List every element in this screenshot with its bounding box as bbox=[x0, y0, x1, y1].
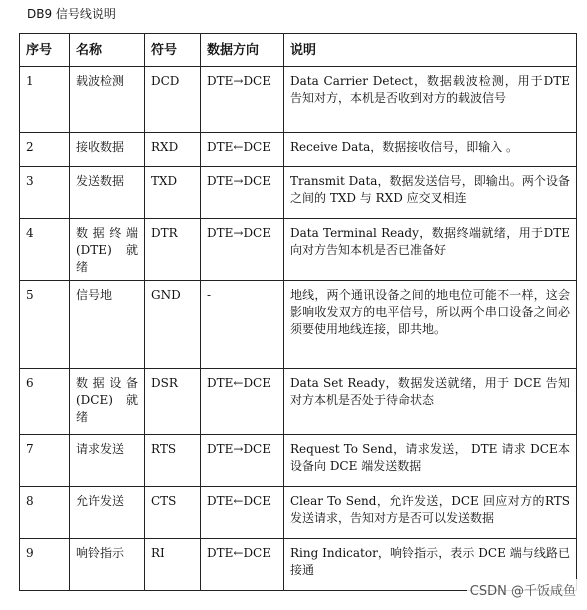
cell-seq: 7 bbox=[20, 435, 70, 487]
cell-description: Data Terminal Ready，数据终端就绪，用于DTE 向对方告知本机是否已准备好 bbox=[284, 219, 577, 281]
cell-seq: 9 bbox=[20, 539, 70, 591]
cell-description: Data Set Ready，数据发送就绪，用于 DCE 告知对方本机是否处于待命状态 bbox=[284, 369, 577, 435]
cell-description: Clear To Send，允许发送，DCE 回应对方的RTS 发送请求，告知对方是否可以发送数据 bbox=[284, 487, 577, 539]
cell-name: 信号地 bbox=[70, 281, 145, 369]
table-header-row bbox=[20, 34, 577, 67]
cell-symbol: RTS bbox=[145, 435, 201, 487]
cell-direction: - bbox=[201, 281, 284, 369]
cell-name: 数据设备(DCE) 就绪 bbox=[70, 369, 145, 435]
cell-symbol: RI bbox=[145, 539, 201, 591]
table-row bbox=[20, 67, 577, 133]
cell-direction: DTE←DCE bbox=[201, 487, 284, 539]
cell-name: 数据终端(DTE) 就绪 bbox=[70, 219, 145, 281]
cell-seq: 8 bbox=[20, 487, 70, 539]
cell-seq: 2 bbox=[20, 133, 70, 167]
cell-description: Transmit Data，数据发送信号，即输出。两个设备之间的 TXD 与 RXD 应交叉相连 bbox=[284, 167, 577, 219]
table-row bbox=[20, 219, 577, 281]
watermark: CSDN @千饭咸鱼 bbox=[467, 579, 579, 600]
table-row bbox=[20, 133, 577, 167]
cell-name: 请求发送 bbox=[70, 435, 145, 487]
cell-direction: DTE←DCE bbox=[201, 369, 284, 435]
header-description: 说明 bbox=[284, 34, 577, 67]
header-symbol: 符号 bbox=[145, 34, 201, 67]
table-row bbox=[20, 167, 577, 219]
cell-direction: DTE→DCE bbox=[201, 167, 284, 219]
cell-description: Ring Indicator，响铃指示，表示 DCE 端与线路已接通 bbox=[284, 539, 577, 591]
cell-symbol: DSR bbox=[145, 369, 201, 435]
cell-seq: 6 bbox=[20, 369, 70, 435]
table-row bbox=[20, 435, 577, 487]
cell-direction: DTE←DCE bbox=[201, 539, 284, 591]
cell-direction: DTE→DCE bbox=[201, 67, 284, 133]
cell-seq: 3 bbox=[20, 167, 70, 219]
table-row bbox=[20, 369, 577, 435]
cell-description: 地线，两个通讯设备之间的地电位可能不一样，这会影响收发双方的电平信号，所以两个串口设备之间必须要使用地线连接，即共地。 bbox=[284, 281, 577, 369]
cell-seq: 1 bbox=[20, 67, 70, 133]
cell-symbol: CTS bbox=[145, 487, 201, 539]
header-direction: 数据方向 bbox=[201, 34, 284, 67]
cell-symbol: RXD bbox=[145, 133, 201, 167]
signal-table bbox=[19, 33, 577, 591]
document-title: DB9 信号线说明 bbox=[27, 7, 116, 21]
cell-direction: DTE→DCE bbox=[201, 435, 284, 487]
cell-name: 接收数据 bbox=[70, 133, 145, 167]
cell-description: Data Carrier Detect，数据载波检测，用于DTE 告知对方，本机是否收到对方的载波信号 bbox=[284, 67, 577, 133]
cell-symbol: GND bbox=[145, 281, 201, 369]
cell-symbol: DTR bbox=[145, 219, 201, 281]
cell-description: Request To Send，请求发送， DTE 请求 DCE本设备向 DCE 端发送数据 bbox=[284, 435, 577, 487]
cell-direction: DTE→DCE bbox=[201, 219, 284, 281]
header-name: 名称 bbox=[70, 34, 145, 67]
table-row bbox=[20, 281, 577, 369]
cell-name: 响铃指示 bbox=[70, 539, 145, 591]
cell-description: Receive Data，数据接收信号，即输入 。 bbox=[284, 133, 577, 167]
table-row bbox=[20, 487, 577, 539]
cell-symbol: DCD bbox=[145, 67, 201, 133]
cell-name: 载波检测 bbox=[70, 67, 145, 133]
cell-direction: DTE←DCE bbox=[201, 133, 284, 167]
cell-seq: 4 bbox=[20, 219, 70, 281]
cell-seq: 5 bbox=[20, 281, 70, 369]
cell-name: 允许发送 bbox=[70, 487, 145, 539]
cell-name: 发送数据 bbox=[70, 167, 145, 219]
cell-symbol: TXD bbox=[145, 167, 201, 219]
header-seq: 序号 bbox=[20, 34, 70, 67]
